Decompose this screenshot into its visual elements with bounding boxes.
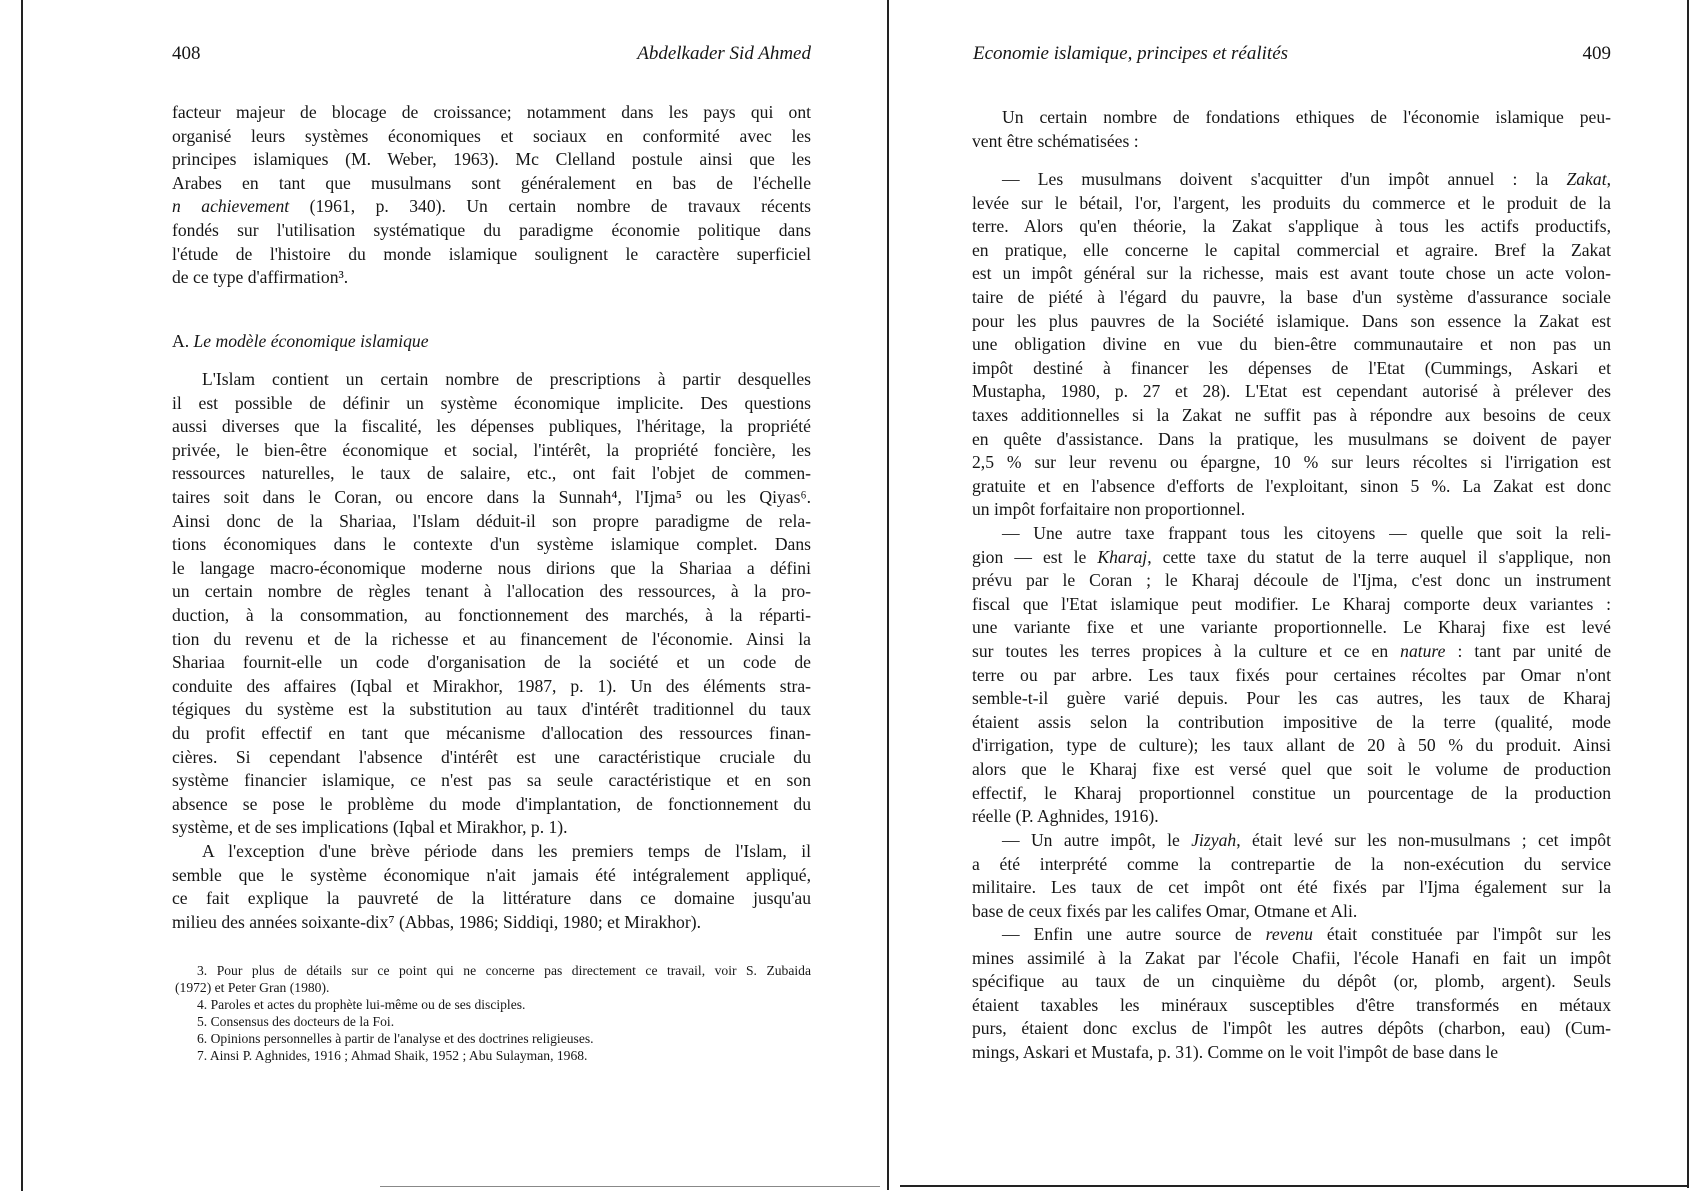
text-line: A l'exception d'une brève période dans les premiers temps de l'Islam, il [202,841,811,861]
text-line: en quête d'assistance. Dans la pratique, les musulmans se doivent de payer [972,428,1611,449]
text-line: organisé leurs systèmes économiques et sociaux en conformité avec les [172,125,811,146]
text-line: 2,5 % sur leur revenu ou épargne, 10 % sur leurs récoltes si l'irrigation est [972,452,1611,473]
page-number: 409 [1582,43,1611,64]
text-line: étaient assis selon la contribution impositive de la terre (qualité, mode [972,711,1611,732]
text-line: militaire. Les taux de cet impôt ont été fixés par l'Ijma également sur la [972,877,1611,898]
paragraph [172,840,811,934]
text-line: terre. Alors qu'en théorie, la Zakat s'applique à tous les actifs productifs, [972,216,1611,237]
text-line: 7. Ainsi P. Aghnides, 1916 ; Ahmad Shaik, 1952 ; Abu Sulayman, 1968. [197,1048,588,1063]
text-line: n achievement (1961, p. 340). Un certain nombre de travaux récents [172,196,811,217]
running-head-author: Abdelkader Sid Ahmed [637,43,811,64]
text-line: il est possible de définir un système économique implicite. Des questions [172,392,811,413]
text-line: de ce type d'affirmation³. [172,267,349,288]
intro-paragraph [972,106,1611,153]
text-line: système financier islamique, ce n'est pas sa seule caractéristique et en son [172,770,811,791]
section-heading [172,331,429,352]
text-line: une obligation divine en vue du bien-être communautaire et non pas un [972,334,1611,355]
scan-bottom-edge [900,1185,1689,1187]
text-line: tions économiques dans le contexte d'un système islamique complet. Dans [172,534,811,555]
text-line: ce fait explique la pauvreté de la littérature dans ce domaine jusqu'au [172,888,811,909]
scan-bottom-edge-left [380,1186,880,1187]
text-line: 6. Opinions personnelles à partir de l'analyse et des doctrines religieuses. [197,1031,594,1046]
text-line: Shariaa fournit-elle un code d'organisation de la société et un code de [172,652,811,673]
scan-right-edge [1687,0,1689,1188]
text-line: — Un autre impôt, le Jizyah, était levé sur les non-musulmans ; cet impôt [1002,830,1611,850]
paragraph-mines [972,923,1611,1065]
text-line: levée sur le bétail, l'or, l'argent, les produits du commerce et le produit de la [972,192,1611,213]
text-line: semble-t-il guère varié depuis. Pour les cas autres, les taux de Kharaj [972,688,1611,709]
footnotes [175,962,811,1064]
italic-text: revenu [1265,924,1313,944]
text-line: un impôt forfaitaire non proportionnel. [972,499,1246,520]
italic-text: nature [1400,640,1446,661]
section-heading-number: A. [172,331,190,351]
text-line: sur toutes les terres propices à la culture et ce en nature : tant par unité de [972,640,1612,661]
text-line: terre ou par arbre. Les taux fixés pour certaines récoltes par Omar n'ont [972,664,1611,685]
text-line: semble que le système économique n'ait jamais été intégralement appliqué, [172,864,811,885]
text-line: 4. Paroles et actes du prophète lui-même ou de ses disciples. [197,997,526,1012]
scan-left-edge [21,0,23,1191]
section-heading-title: Le modèle économique islamique [193,331,429,351]
text-line: du profit effectif en tant que mécanisme d'allocation des ressources finan- [172,722,811,743]
text-line: en pratique, elle concerne le capital commercial et agraire. Bref la Zakat [972,239,1611,260]
italic-text: n achievement [172,196,290,217]
text-line: tégiques du système est la substitution au taux d'intérêt traditionnel du taux [172,699,811,720]
text-line: (1972) et Peter Gran (1980). [175,980,330,995]
paragraph-jizyah [972,829,1611,923]
italic-text: Jizyah [1191,830,1237,850]
text-line: pour les plus pauvres de la Société islamique. Dans son essence la Zakat est [972,310,1611,331]
text-line: — Une autre taxe frappant tous les citoyens — quelle que soit la reli- [1002,523,1611,543]
text-line: taire de piété à l'égard du pauvre, la base d'un système d'assurance sociale [972,286,1611,307]
text-line: d'irrigation, type de culture); les taux allant de 20 à 50 % du produit. Ainsi [972,735,1611,756]
footnote [175,1013,811,1030]
running-head-title: Economie islamique, principes et réalités [973,43,1289,64]
text-line: réelle (P. Aghnides, 1916). [972,806,1159,827]
text-line: Un certain nombre de fondations ethiques de l'économie islamique peu- [1002,107,1611,127]
paragraph [172,368,811,840]
text-line: absence se pose le problème du mode d'implantation, de fonctionnement du [172,793,811,814]
text-line: — Enfin une autre source de revenu était constituée par l'impôt sur les [1002,924,1611,944]
text-line: vent être schématisées : [972,130,1139,151]
text-line: prévu par le Coran ; le Kharaj découle de l'Ijma, c'est donc un instrument [972,570,1611,591]
text-line: gratuite et en l'absence d'efforts de l'exploitant, sinon 5 %. La Zakat est donc [972,475,1611,496]
text-line: Arabes en tant que musulmans sont généralement en bas de l'échelle [172,172,811,193]
text-line: conduite des affaires (Iqbal et Mirakhor, 1987, p. 1). Un des éléments stra- [172,675,811,696]
text-line: L'Islam contient un certain nombre de prescriptions à partir desquelles [202,369,811,389]
text-line: aussi diverses que la fiscalité, les dépenses publiques, l'héritage, la propriété [172,416,811,437]
text-line: — Les musulmans doivent s'acquitter d'un impôt annuel : la Zakat, [1002,169,1611,189]
footnote [175,996,811,1013]
text-line: mines assimilé à la Zakat par l'école Chafii, l'école Hanafi en fait un impôt [972,947,1611,968]
text-line: 5. Consensus des docteurs de la Foi. [197,1014,395,1029]
paragraph-continued [172,101,811,290]
text-line: taxes additionnelles si la Zakat ne suffit pas à répondre aux besoins de ceux [972,404,1611,425]
text-line: tion du revenu et de la richesse et au financement de l'économie. Ainsi la [172,628,811,649]
text-line: une variante fixe et une variante proportionnelle. Le Kharaj fixe est levé [972,617,1611,638]
italic-text: Kharaj [1097,546,1148,567]
text-line: alors que le Kharaj fixe est versé quel que soit le volume de production [972,758,1611,779]
text-line: gion — est le Kharaj, cette taxe du statut de la terre auquel il s'applique, non [972,546,1611,567]
text-line: fondés sur l'utilisation systématique du paradigme économie politique dans [172,219,811,240]
text-line: base de ceux fixés par les califes Omar, Otmane et Ali. [972,900,1358,921]
text-line: l'étude de l'histoire du monde islamique soulignent le caractère superficiel [172,243,811,264]
text-line: duction, à la consommation, au fonctionnement des marchés, à la réparti- [172,604,811,625]
footnote [175,1047,811,1064]
footnote [175,962,811,996]
text-line: spécifique au taux de un cinquième du dépôt (or, plomb, argent). Seuls [972,971,1611,992]
text-line: un certain nombre de règles tenant à l'allocation des ressources, à la pro- [172,581,811,602]
text-line: étaient taxables les minéraux susceptibles d'être transformés en métaux [972,994,1611,1015]
text-line: 3. Pour plus de détails sur ce point qui ne concerne pas directement ce travail, voir S. Zubaida [197,963,811,978]
text-line: taires soit dans le Coran, ou encore dans la Sunnah⁴, l'Ijma⁵ ou les Qiyas⁶. [172,486,811,507]
text-line: mings, Askari et Mustafa, p. 31). Comme on le voit l'impôt de base dans le [972,1041,1499,1062]
paragraph-kharaj [972,522,1611,829]
text-line: est un impôt général sur la richesse, mais est avant toute chose un acte volon- [972,263,1611,284]
text-line: système, et de ses implications (Iqbal et Mirakhor, p. 1). [172,817,568,838]
text-line: effectif, le Kharaj proportionnel constitue un pourcentage de la production [972,782,1611,803]
text-line: milieu des années soixante-dix⁷ (Abbas, 1986; Siddiqi, 1980; et Mirakhor). [172,911,701,932]
text-line: a été interprété comme la contrepartie de la non-exécution du service [972,853,1611,874]
text-line: ressources naturelles, le taux de salaire, etc., ont fait l'objet de commen- [172,463,811,484]
italic-text: Zakat [1566,169,1607,189]
paragraph-zakat [972,168,1611,522]
text-line: Ainsi donc de la Shariaa, l'Islam déduit-il son propre paradigme de rela- [172,510,811,531]
text-line: cières. Si cependant l'absence d'intérêt est une caractéristique cruciale du [172,746,811,767]
text-line: facteur majeur de blocage de croissance; notamment dans les pays qui ont [172,102,811,122]
text-line: privée, le bien-être économique et social, l'intérêt, la propriété foncière, les [172,439,811,460]
page-number: 408 [172,43,201,64]
text-line: fiscal que l'Etat islamique peut modifier. Le Kharaj comporte deux variantes : [972,593,1611,614]
text-line: impôt destiné à financer les dépenses de l'Etat (Cummings, Askari et [972,357,1611,378]
footnote [175,1030,811,1047]
text-line: Mustapha, 1980, p. 27 et 28). L'Etat est cependant autorisé à prélever des [972,381,1611,402]
page-gutter-line [887,0,889,1190]
text-line: le langage macro-économique moderne nous dirions que la Shariaa a défini [172,557,811,578]
text-line: purs, étaient donc exclus de l'impôt les autres dépôts (charbon, eau) (Cum- [972,1018,1611,1039]
text-line: principes islamiques (M. Weber, 1963). Mc Clelland postule ainsi que les [172,149,811,170]
